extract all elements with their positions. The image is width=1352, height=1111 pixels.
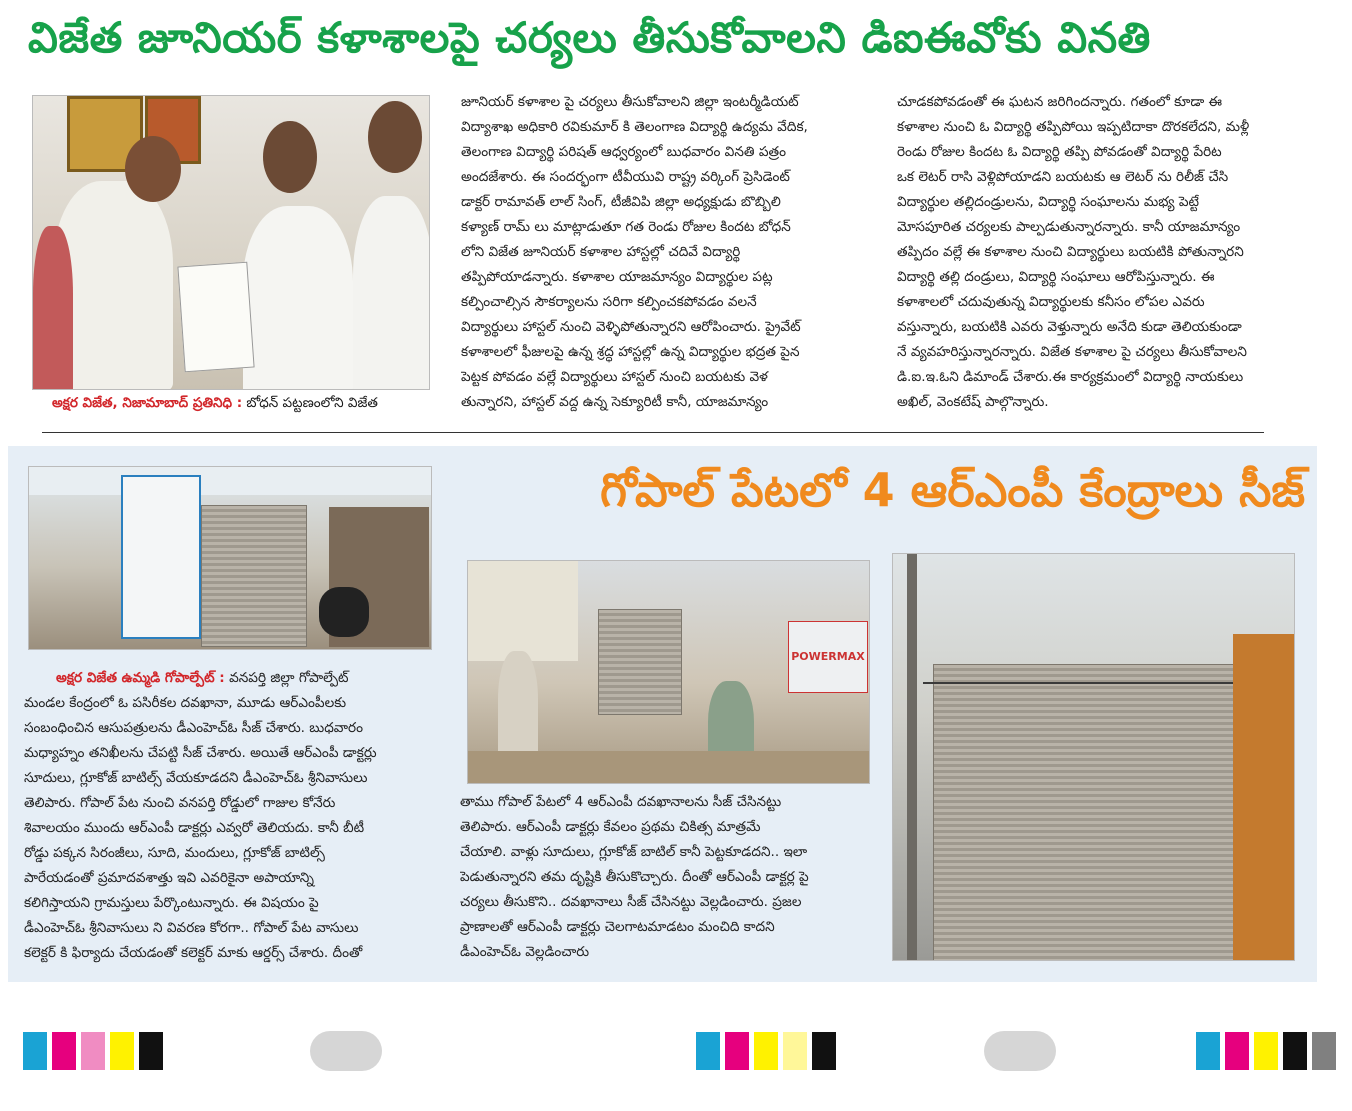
text-line: జూనియర్ కళాశాల పై చర్యలు తీసుకోవాలని జిల్లా ఇంటర్మీడియట్ — [461, 94, 799, 110]
divider-rule — [42, 432, 1264, 433]
color-swatch — [1196, 1032, 1220, 1070]
caption-credit: అక్షర విజేత, నిజామాబాద్ ప్రతినిధి : — [52, 395, 243, 411]
story2-column1 — [24, 666, 428, 966]
clinic-board — [468, 561, 578, 661]
text-line: కల్పించాల్సిన సౌకర్యాలను సరిగా కల్పించకపోవడం వలనే — [461, 294, 757, 310]
story1-column1 — [461, 90, 864, 415]
text-line: తప్పిపోయాడన్నారు. కళాశాల యాజమాన్యం విద్యార్థుల పట్ల — [461, 269, 773, 285]
text-line: రోడ్డు పక్కన సిరంజీలు, సూది, మందులు, గ్లూకోజ్ బాటిల్స్ — [24, 845, 325, 861]
text-line: కళాశాల నుంచి ఓ విద్యార్థి తప్పిపోయి ఇప్పటిదాకా దొరకలేదని, మళ్లీ — [897, 119, 1250, 135]
text-line: ఒక లెటర్ రాసి వెళ్లిపోయాడని బయటకు ఆ లెటర్ ను రిలీజ్ చేసి — [897, 169, 1229, 185]
closed-shutter — [933, 664, 1235, 961]
person-head — [263, 121, 317, 193]
text-line: రెండు రోజుల కిందట ఓ విద్యార్థి తప్పి పోవడంతో విద్యార్థి పేరిట — [897, 144, 1222, 160]
caption-credit: అక్షర విజేత ఉమ్మడి గోపాల్పేట్ : — [56, 670, 225, 686]
text-line: మండల కేంద్రంలో ఓ పసిరీకల దవఖానా, మూడు ఆర్ఎంపీలకు — [24, 695, 347, 711]
person — [243, 206, 353, 390]
photo-memorandum — [32, 95, 430, 390]
adjacent-shop — [1233, 634, 1294, 960]
text-line: ప్రాణాలతో ఆర్ఎంపీ డాక్టర్లు చెలగాటమాడటం మంచిది కాదని — [460, 919, 775, 935]
closed-shutter — [201, 505, 307, 647]
color-swatch — [1283, 1032, 1307, 1070]
text-line: చేయాలి. వాళ్లు సూదులు, గ్లూకోజ్ బాటిల్ కానీ పెట్టకూడదని.. ఇలా — [460, 844, 808, 860]
text-line: పెడుతున్నారని తమ దృష్టికి తీసుకొచ్చారు. దీంతో ఆర్ఎంపీ డాక్టర్ల పై — [460, 869, 809, 885]
person — [353, 196, 430, 390]
text-line: పెట్టక పోవడం వల్లే విద్యార్థులు హాస్టల్ నుంచి బయటకు వెళ — [461, 369, 768, 385]
text-line: పారేయడంతో ప్రమాదవశాత్తు ఇవి ఎవరికైనా అపాయాన్ని — [24, 870, 314, 886]
text-line: కళాశాలలో చదువుతున్న విద్యార్థులకు కనీసం లోపల ఎవరు — [897, 294, 1205, 310]
person-head — [368, 101, 422, 173]
photo-sealed-shop — [892, 553, 1295, 961]
photo-street-shops — [467, 560, 870, 784]
caption-story1 — [52, 391, 378, 416]
color-swatch — [1225, 1032, 1249, 1070]
color-swatch — [81, 1032, 105, 1070]
color-swatch — [1312, 1032, 1336, 1070]
registration-pill — [310, 1031, 382, 1071]
text-line: విద్యార్థి తల్లి దండ్రులు, విద్యార్థి సంఘాలు ఆరోపిస్తున్నారు. ఈ — [897, 269, 1215, 285]
color-swatch — [696, 1032, 720, 1070]
text-line: డీఎంహెచ్ఓ శ్రీనివాసులు ని వివరణ కోరగా.. గోపాల్ పేట వాసులు — [24, 920, 359, 936]
motorbike — [319, 587, 369, 637]
text-line: డి.ఐ.ఇ.ఓని డిమాండ్ చేశారు.ఈ కార్యక్రమంలో విద్యార్థి నాయకులు — [897, 369, 1244, 385]
text-line: శివాలయం ముందు ఆర్ఎంపీ డాక్టర్లు ఎవ్వరో తెలియదు. కానీ బీటీ — [24, 820, 365, 836]
text-line: సూదులు, గ్లూకోజ్ బాటిల్స్ వేయకూడదని డీఎంహెచ్ఓ శ్రీనివాసులు — [24, 770, 368, 786]
story1-column2 — [897, 90, 1301, 415]
text-line: కళాశాలలో ఫీజులపై ఉన్న శ్రద్ధ హాస్టల్లో ఉన్న విద్యార్థుల భద్రత పైన — [461, 344, 800, 360]
sky — [29, 467, 431, 495]
text-line: విద్యార్థులు హాస్టల్ నుంచి వెళ్ళిపోతున్నారని ఆరోపించారు. ప్రైవేట్ — [461, 319, 801, 335]
color-swatch — [23, 1032, 47, 1070]
column-first-line: వనపర్తి జిల్లా గోపాల్పేట్ — [224, 670, 349, 686]
caption-text: బోధన్ పట్టణంలోని విజేత — [242, 395, 378, 411]
color-swatch — [754, 1032, 778, 1070]
text-line: నే వ్యవహరిస్తున్నారన్నారు. విజేత కళాశాల పై చర్యలు తీసుకోవాలని — [897, 344, 1247, 360]
text-line: అందజేశారు. ఈ సందర్భంగా టీవీయువి రాష్ట్ర వర్కింగ్ ప్రెసిడెంట్ — [461, 169, 790, 185]
color-swatch — [110, 1032, 134, 1070]
text-line: మోసపూరిత చర్యలకు పాల్పడుతున్నారన్నారు. కానీ యాజమాన్యం — [897, 219, 1241, 235]
memorandum-paper — [177, 262, 254, 373]
powermax-sign: POWERMAX — [788, 621, 868, 693]
pole — [907, 554, 917, 960]
text-line: తెలిపారు. ఆర్ఎంపీ డాక్టర్లు కేవలం ప్రథమ చికిత్స మాత్రమే — [460, 819, 761, 835]
text-line: చూడకపోవడంతో ఈ ఘటన జరిగిందన్నారు. గతంలో కూడా ఈ — [897, 94, 1223, 110]
story2-column2 — [460, 790, 864, 965]
text-line: విద్యార్థుల తల్లిదండ్రులను, విద్యార్థి సంఘాలను మభ్య పెట్టే — [897, 194, 1200, 210]
text-line: తున్నారని, హాస్టల్ వద్ద ఉన్న సెక్యూరిటీ కానీ, యాజమాన్యం — [461, 394, 769, 410]
text-line: అఖిల్, వెంకటేష్ పాల్గొన్నారు. — [897, 394, 1049, 410]
color-swatch — [139, 1032, 163, 1070]
text-line: విద్యాశాఖ అధికారి రవికుమార్ కి తెలంగాణ విద్యార్థి ఉద్యమ వేదిక, — [461, 119, 808, 135]
road — [468, 751, 869, 783]
text-line: మధ్యాహ్నం తనిఖీలను చేపట్టి సీజ్ చేశారు. అయితే ఆర్ఎంపీ డాక్టర్లు — [24, 745, 377, 761]
text-line: తెలంగాణ విద్యార్థి పరిషత్ ఆధ్వర్యంలో బుధవారం వినతి పత్రం — [461, 144, 786, 160]
text-line: కలెక్టర్ కి ఫిర్యాదు చేయడంతో కలెక్టర్ మాకు ఆర్డర్స్ చేశారు. దీంతో — [24, 945, 363, 961]
headline-story2: గోపాల్ పేటలో 4 ఆర్ఎంపీ కేంద్రాలు సీజ్ — [600, 463, 1305, 517]
person — [33, 226, 73, 390]
person-head — [125, 136, 181, 202]
text-line: డాక్టర్ రామావత్ లాల్ సింగ్, టీజీవిపి జిల్లా అధ్యక్షుడు బొబ్బిలి — [461, 194, 781, 210]
text-line: కలిగిస్తాయని గ్రామస్తులు పేర్కొంటున్నారు. ఈ విషయం పై — [24, 895, 319, 911]
color-swatch — [812, 1032, 836, 1070]
text-line: డీఎంహెచ్ఓ వెల్లడించారు — [460, 944, 590, 960]
text-line: చర్యలు తీసుకొని.. దవఖానాలు సీజ్ చేసినట్టు వెల్లడించారు. ప్రజల — [460, 894, 802, 910]
registration-pill — [984, 1031, 1056, 1071]
color-swatch — [1254, 1032, 1278, 1070]
clinic-signboard — [121, 475, 201, 639]
string-line — [923, 682, 1263, 684]
color-swatch — [52, 1032, 76, 1070]
text-line: కళ్యాణ్ రామ్ లు మాట్లాడుతూ గత రెండు రోజుల కిందట బోధన్ — [461, 219, 791, 235]
text-line: వస్తున్నారు, బయటికి ఎవరు వెళ్తున్నారు అనేది కుడా తెలియకుండా — [897, 319, 1242, 335]
headline-story1: విజేత జూనియర్ కళాశాలపై చర్యలు తీసుకోవాలని డిఐఈవోకు వినతి — [28, 13, 1151, 62]
text-line: లోని విజేత జూనియర్ కళాశాల హాస్టల్లో చదివే విద్యార్థి — [461, 244, 741, 260]
text-line: సంబంధించిన ఆసుపత్రులను డీఎంహెచ్ఓ సీజ్ చేశారు. బుధవారం — [24, 720, 364, 736]
photo-clinic-front — [28, 466, 432, 650]
closed-shutter — [598, 609, 682, 715]
color-swatch — [783, 1032, 807, 1070]
text-line: తెలిపారు. గోపాల్ పేట నుంచి వనపర్తి రోడ్డులో గాజుల కోనేరు — [24, 795, 336, 811]
text-line: తప్పిదం వల్లే ఈ కళాశాల నుంచి విద్యార్థులు బయటికి పోతున్నారని — [897, 244, 1244, 260]
color-swatch — [725, 1032, 749, 1070]
text-line: తాము గోపాల్ పేటలో 4 ఆర్ఎంపీ దవఖానాలను సీజ్ చేసినట్టు — [460, 794, 782, 810]
